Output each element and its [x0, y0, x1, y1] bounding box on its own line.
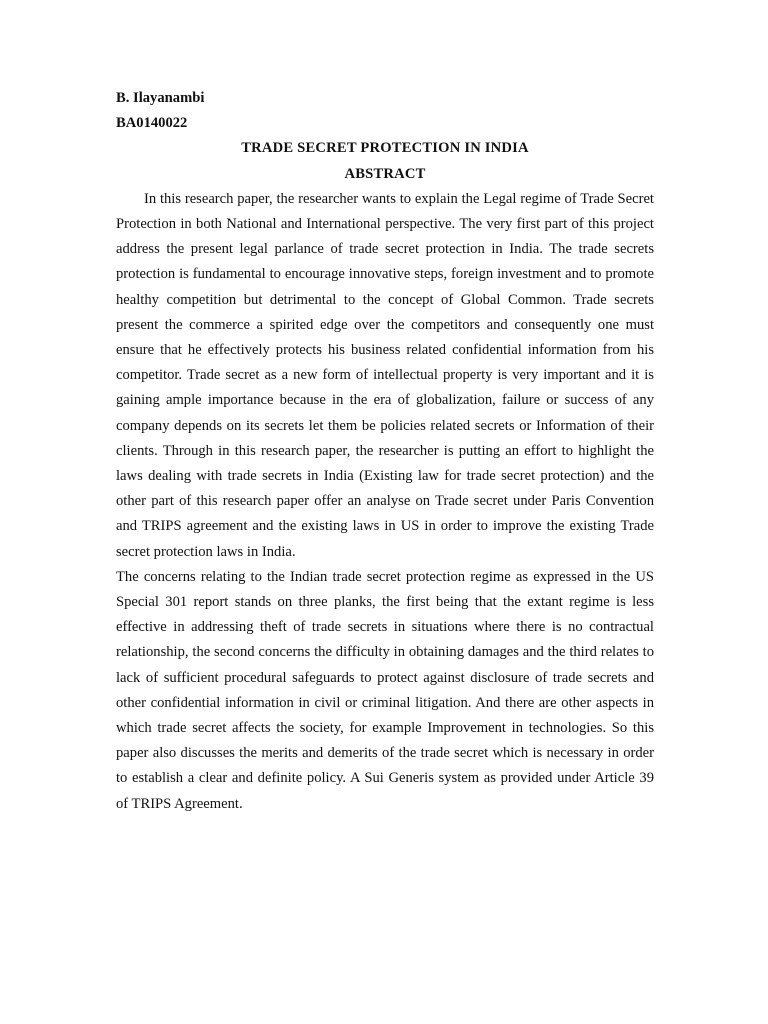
- document-body: [116, 86, 654, 817]
- abstract-paragraph-1: In this research paper, the researcher wants to explain the Legal regime of Trade Secret Protection in both National and International perspective. The very first part of this project address the present legal parlance of trade secret protection in India. The trade secrets protection is fundamental to encourage innovative steps, foreign investment and to promote healthy competition but detrimental to the concept of Global Common. Trade secrets present the commerce a spirited edge over the competitors and consequently one must ensure that he effectively protects his business related confidential information from his competitor. Trade secret as a new form of intellectual property is very important and it is gaining ample importance because in the era of globalization, failure or success of any company depends on its secrets let them be policies related secrets or Information of their clients. Through in this research paper, the researcher is putting an effort to highlight the laws dealing with trade secrets in India (Existing law for trade secret protection) and the other part of this research paper offer an analyse on Trade secret under Paris Convention and TRIPS agreement and the existing laws in US in order to improve the existing Trade secret protection laws in India.: [116, 190, 654, 560]
- author-name: B. Ilayanambi: [116, 90, 205, 106]
- abstract-heading: ABSTRACT: [344, 165, 426, 182]
- abstract-paragraph-2: The concerns relating to the Indian trade secret protection regime as expressed in the US Special 301 report stands on three planks, the first being that the extant regime is less effective in addressing theft of trade secrets in situations where there is no contractual relationship, the second concerns the difficulty in obtaining damages and the third relates to lack of sufficient procedural safeguards to protect against disclosure of trade secrets and other confidential information in civil or criminal litigation. And there are other aspects in which trade secret affects the society, for example Improvement in technologies. So this paper also discusses the merits and demerits of the trade secret which is necessary in order to establish a clear and definite policy. A Sui Generis system as provided under Article 39 of TRIPS Agreement.: [116, 568, 654, 812]
- document-title: TRADE SECRET PROTECTION IN INDIA: [241, 140, 529, 157]
- author-id: BA0140022: [116, 115, 188, 132]
